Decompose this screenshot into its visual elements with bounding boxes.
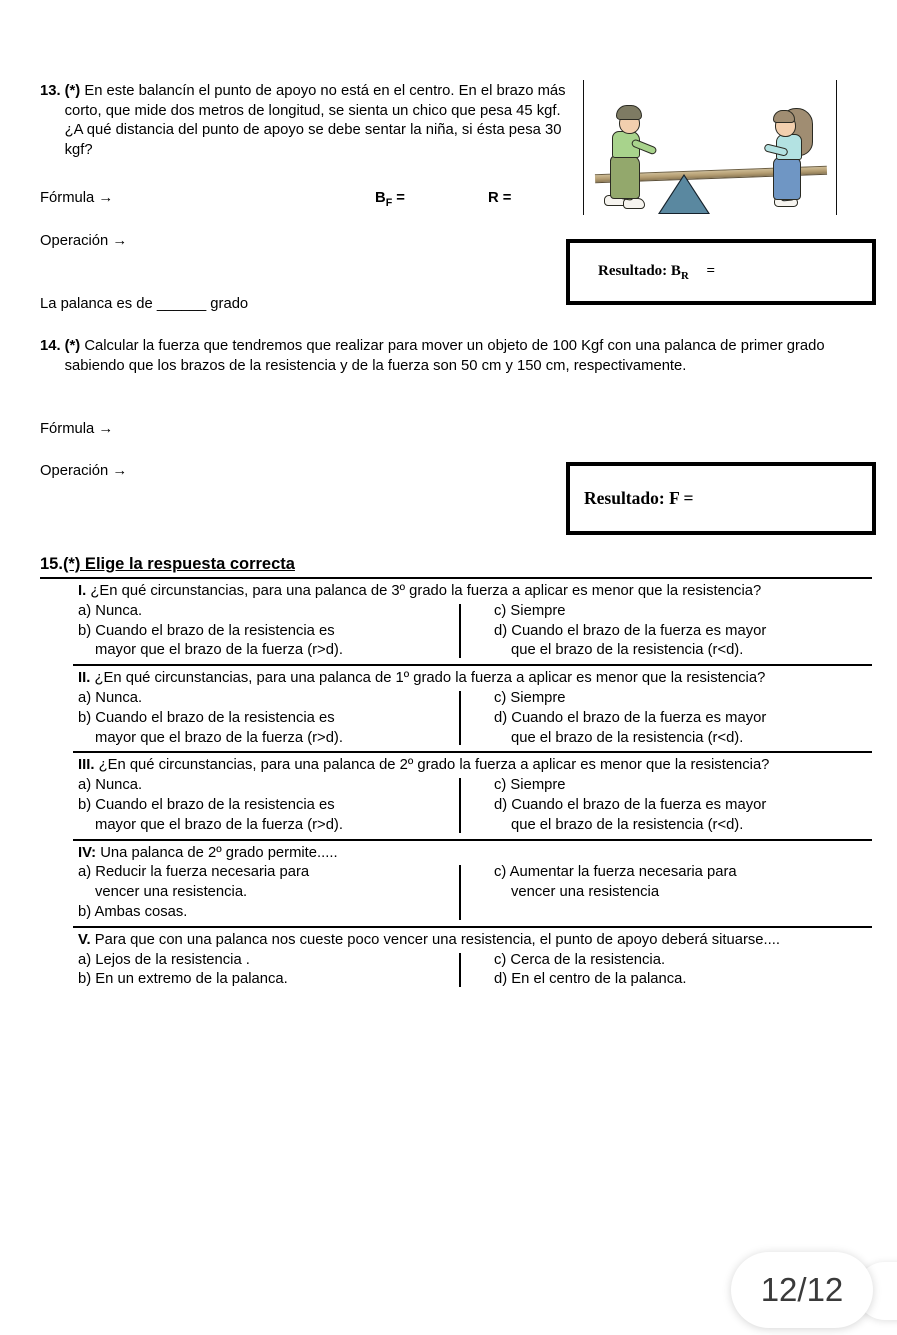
- quiz-title: (*) Elige la respuesta correcta: [62, 555, 295, 573]
- quiz-item-2-divider: [459, 691, 461, 745]
- quiz-item-1-left-column: [78, 602, 459, 661]
- quiz-item-5-option-b[interactable]: b) En un extremo de la palanca.: [78, 971, 288, 988]
- quiz-item-2-stem: II. ¿En qué circunstancias, para una palanca de 1º grado la fuerza a aplicar es menor que la resistencia?: [78, 670, 766, 687]
- problem-13-r-label: R =: [488, 190, 512, 206]
- problem-13-number: 13.: [40, 83, 61, 99]
- result-box-13: [566, 239, 876, 305]
- quiz-number: 15.: [40, 555, 63, 573]
- quiz-item-1-option-d[interactable]: d) Cuando el brazo de la fuerza es mayor que el brazo de la resistencia (r<d).: [494, 622, 767, 659]
- boy-figure-icon: [602, 105, 658, 213]
- quiz-item-1-stem: I. ¿En qué circunstancias, para una palanca de 3º grado la fuerza a aplicar es menor que la resistencia?: [78, 583, 762, 599]
- problem-13-marker: (*): [64, 83, 81, 99]
- quiz-item-5-option-c[interactable]: c) Cerca de la resistencia.: [494, 951, 666, 968]
- problem-14-text: Calcular la fuerza que tendremos que realizar para mover un objeto de 100 Kgf con una palanca de primer grado sabiendo que los brazos de la resistencia y de la fuerza son 50 cm y 150 cm, respectivamente.: [64, 338, 825, 374]
- problem-14-formula-label: Fórmula →: [40, 421, 114, 437]
- problem-13-lever-line: La palanca es de ______ grado: [40, 296, 249, 312]
- quiz-items: [73, 579, 872, 993]
- quiz-item-2-option-b[interactable]: b) Cuando el brazo de la resistencia es mayor que el brazo de la fuerza (r>d).: [78, 709, 343, 746]
- problem-14-marker: (*): [64, 338, 81, 354]
- result-box-13-text: Resultado: $B_R$ =: [598, 262, 716, 282]
- quiz-item-4-divider: [459, 865, 461, 919]
- quiz-item-1-option-b[interactable]: b) Cuando el brazo de la resistencia es mayor que el brazo de la fuerza (r>d).: [78, 622, 343, 659]
- result-box-14-text: Resultado: F =: [584, 488, 694, 508]
- quiz-item-5-right-column: [459, 951, 840, 991]
- problem-14-formula-row: [40, 420, 570, 440]
- quiz-item-4: [73, 839, 872, 926]
- page-indicator[interactable]: [731, 1252, 873, 1328]
- quiz-header: [40, 555, 295, 574]
- quiz-item-4-option-c[interactable]: c) Aumentar la fuerza necesaria para vencer una resistencia: [494, 864, 737, 901]
- quiz-item-3-right-column: [459, 776, 840, 835]
- quiz-item-3-divider: [459, 778, 461, 832]
- problem-13: [40, 82, 585, 160]
- quiz-item-5-left-column: [78, 951, 459, 991]
- problem-13-formula-row: [40, 189, 570, 209]
- quiz-item-2-left-column: [78, 689, 459, 748]
- quiz-item-5-option-d[interactable]: d) En el centro de la palanca.: [494, 971, 687, 988]
- fulcrum-icon: [660, 176, 708, 213]
- quiz-item-1-option-a[interactable]: a) Nunca.: [78, 602, 143, 619]
- quiz-item-3: [73, 751, 872, 838]
- quiz-item-3-option-b[interactable]: b) Cuando el brazo de la resistencia es mayor que el brazo de la fuerza (r>d).: [78, 796, 343, 833]
- girl-figure-icon: [764, 108, 822, 213]
- seesaw-illustration: [583, 80, 837, 215]
- page-indicator-label: 12/12: [760, 1271, 844, 1308]
- quiz-item-2-right-column: [459, 689, 840, 748]
- quiz-item-1-right-column: [459, 602, 840, 661]
- quiz-item-2: [73, 664, 872, 751]
- quiz-item-4-option-a[interactable]: a) Reducir la fuerza necesaria para vencer una resistencia.: [78, 864, 310, 901]
- problem-13-text: En este balancín el punto de apoyo no está en el centro. En el brazo más corto, que mide dos metros de longitud, se sienta un chico que pesa 45 kgf. ¿A qué distancia del punto de apoyo se debe sentar la niña, si ésta pesa 30 kgf?: [64, 83, 566, 158]
- quiz-item-4-right-column: [459, 863, 840, 922]
- quiz-item-4-stem: IV: Una palanca de 2º grado permite.....: [78, 844, 338, 861]
- quiz-item-2-option-c[interactable]: c) Siempre: [494, 689, 566, 706]
- quiz-item-3-left-column: [78, 776, 459, 835]
- quiz-item-4-left-column: [78, 863, 459, 922]
- quiz-item-3-option-c[interactable]: c) Siempre: [494, 777, 566, 794]
- result-box-14: [566, 462, 876, 535]
- quiz-item-1-option-c[interactable]: c) Siempre: [494, 602, 566, 619]
- problem-14-operacion-row: [40, 462, 570, 482]
- problem-13-bf-label: $B_F$ =: [375, 190, 405, 209]
- quiz-item-5-divider: [459, 953, 461, 988]
- quiz-item-4-option-b[interactable]: b) Ambas cosas.: [78, 903, 188, 920]
- problem-13-operacion-label: Operación →: [40, 233, 128, 249]
- quiz-item-2-option-a[interactable]: a) Nunca.: [78, 689, 143, 706]
- quiz-item-2-option-d[interactable]: d) Cuando el brazo de la fuerza es mayor que el brazo de la resistencia (r<d).: [494, 709, 767, 746]
- quiz-item-5: [73, 926, 872, 993]
- problem-13-formula-label: Fórmula →: [40, 190, 114, 206]
- quiz-item-1: [73, 579, 872, 664]
- quiz-item-3-option-d[interactable]: d) Cuando el brazo de la fuerza es mayor que el brazo de la resistencia (r<d).: [494, 796, 767, 833]
- problem-14: [40, 337, 876, 376]
- quiz-item-3-stem: III. ¿En qué circunstancias, para una palanca de 2º grado la fuerza a aplicar es menor que la resistencia?: [78, 757, 770, 774]
- problem-14-number: 14.: [40, 338, 61, 354]
- quiz-item-1-divider: [459, 604, 461, 658]
- problem-13-operacion-row: [40, 232, 570, 252]
- problem-14-operacion-label: Operación →: [40, 463, 128, 479]
- quiz-item-3-option-a[interactable]: a) Nunca.: [78, 777, 143, 794]
- quiz-item-5-stem: V. Para que con una palanca nos cueste poco vencer una resistencia, el punto de apoyo deberá situarse....: [78, 931, 780, 948]
- problem-13-lever-degree-row: [40, 295, 570, 315]
- quiz-item-5-option-a[interactable]: a) Lejos de la resistencia .: [78, 951, 250, 968]
